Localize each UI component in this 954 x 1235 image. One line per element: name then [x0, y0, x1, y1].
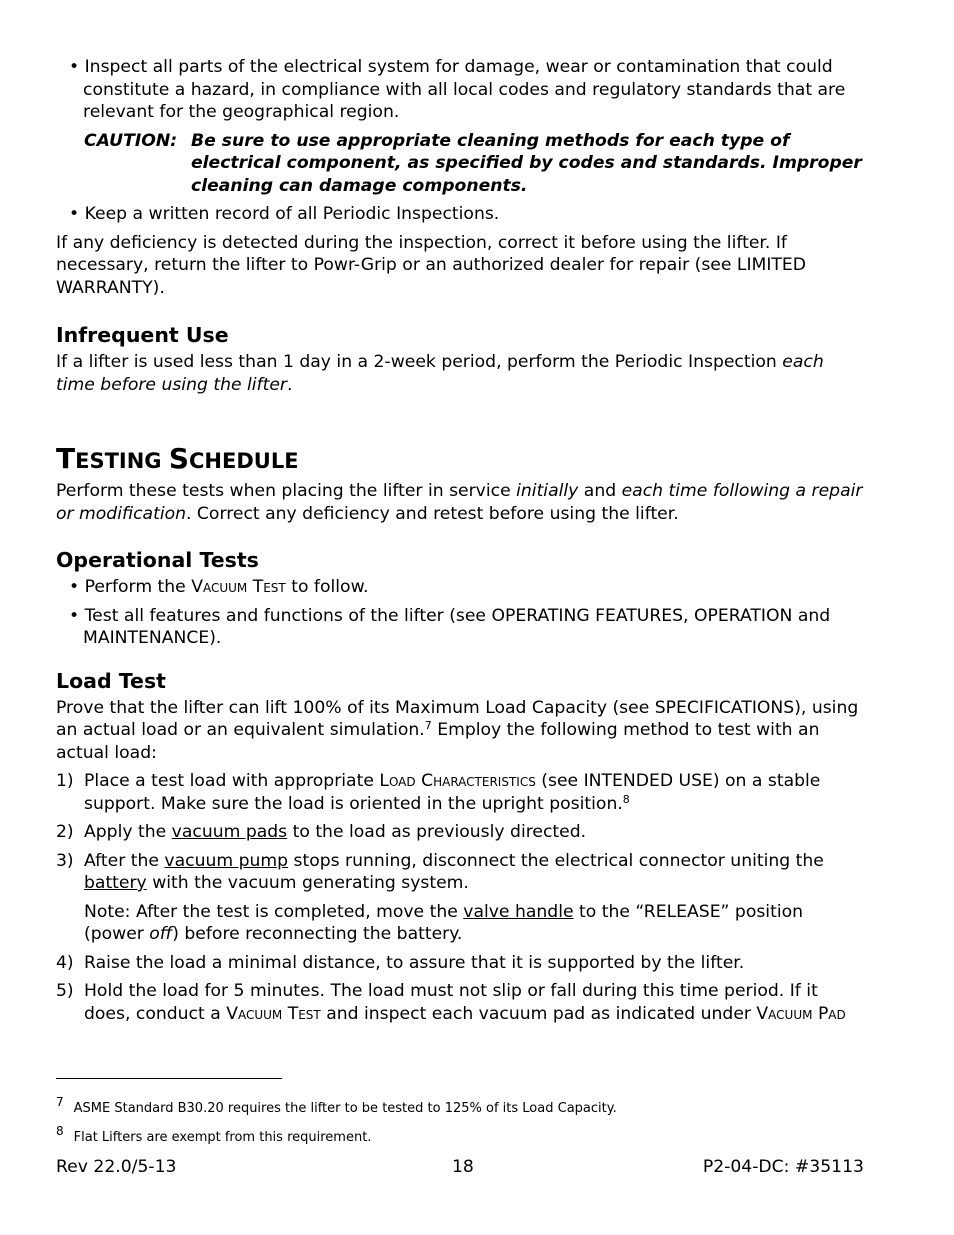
testing-schedule-paragraph: Perform these tests when placing the lifter in service initially and each time following a repair or modification. Correct any deficiency and retest before using the lifter.	[56, 481, 863, 524]
footer-document-id: P2-04-DC: #35113	[702, 1157, 864, 1177]
features-test-bullet: • Test all features and functions of the lifter (see OPERATING FEATURES, OPERATION and MAINTENANCE).	[69, 605, 831, 648]
vacuum-test-bullet: • Perform the Vacuum Test to follow.	[69, 577, 369, 597]
load-test-paragraph: Prove that the lifter can lift 100% of its Maximum Load Capacity (see SPECIFICATIONS), using an actual load or an equivalent simulation.$^7$ Employ the following method to test with an actual load:	[56, 697, 859, 763]
page-footer	[56, 1156, 864, 1178]
caution-text: Be sure to use appropriate cleaning methods for each type of electrical component, as specified by codes and standards. Improper cleaning can damage components.	[191, 130, 862, 196]
infrequent-use-heading: Infrequent Use	[56, 323, 229, 347]
load-step-4: 4) Raise the load a minimal distance, to assure that it is supported by the lifter.	[56, 952, 745, 973]
load-test-heading: Load Test	[56, 668, 166, 693]
footnote-divider	[56, 1078, 282, 1079]
load-step-1: 1) Place a test load with appropriate Load Characteristics (see INTENDED USE) on a stable support. Make sure the load is oriented in the upright position.$^8$	[56, 771, 821, 814]
load-step-2: 2) Apply the vacuum pads to the load as previously directed.	[56, 822, 587, 842]
load-step-5: 5) Hold the load for 5 minutes. The load must not slip or fall during this time period. If it does, conduct a Vacuum Test and inspect each vacuum pad as indicated under Vacuum Pad	[56, 981, 846, 1024]
electrical-inspection-bullet: • Inspect all parts of the electrical system for damage, wear or contamination that could constitute a hazard, in compliance with all local codes and regulatory standards that are relevant for the geographical region.	[69, 57, 846, 122]
operational-tests-heading: Operational Tests	[56, 548, 259, 572]
footer-revision: Rev 22.0/5-13	[56, 1157, 177, 1177]
testing-schedule-heading: TESTING SCHEDULE	[56, 442, 299, 475]
caution-label: CAUTION:	[84, 130, 178, 151]
footer-page-number: 18	[452, 1157, 474, 1177]
infrequent-use-paragraph: If a lifter is used less than 1 day in a 2-week period, perform the Periodic Inspection each time before using the lifter.	[56, 352, 824, 395]
caution-note	[84, 130, 868, 198]
deficiency-paragraph: If any deficiency is detected during the inspection, correct it before using the lifter. If necessary, return the lifter to Powr-Grip or an authorized dealer for repair (see LIMITED WARRANTY).	[56, 232, 807, 298]
load-step-3: 3) After the vacuum pump stops running, disconnect the electrical connector uniting the battery with the vacuum generating system.	[56, 850, 824, 893]
footnote-7: 7 ASME Standard B30.20 requires the lifter to be tested to 125% of its Load Capacity.	[56, 1095, 617, 1116]
page-body	[56, 56, 868, 1031]
footnote-8: 8 Flat Lifters are exempt from this requirement.	[56, 1124, 372, 1145]
written-record-bullet: • Keep a written record of all Periodic Inspections.	[69, 204, 500, 224]
load-step-3-note: Note: After the test is completed, move the valve handle to the “RELEASE” position (power off) before reconnecting the battery.	[84, 901, 804, 944]
